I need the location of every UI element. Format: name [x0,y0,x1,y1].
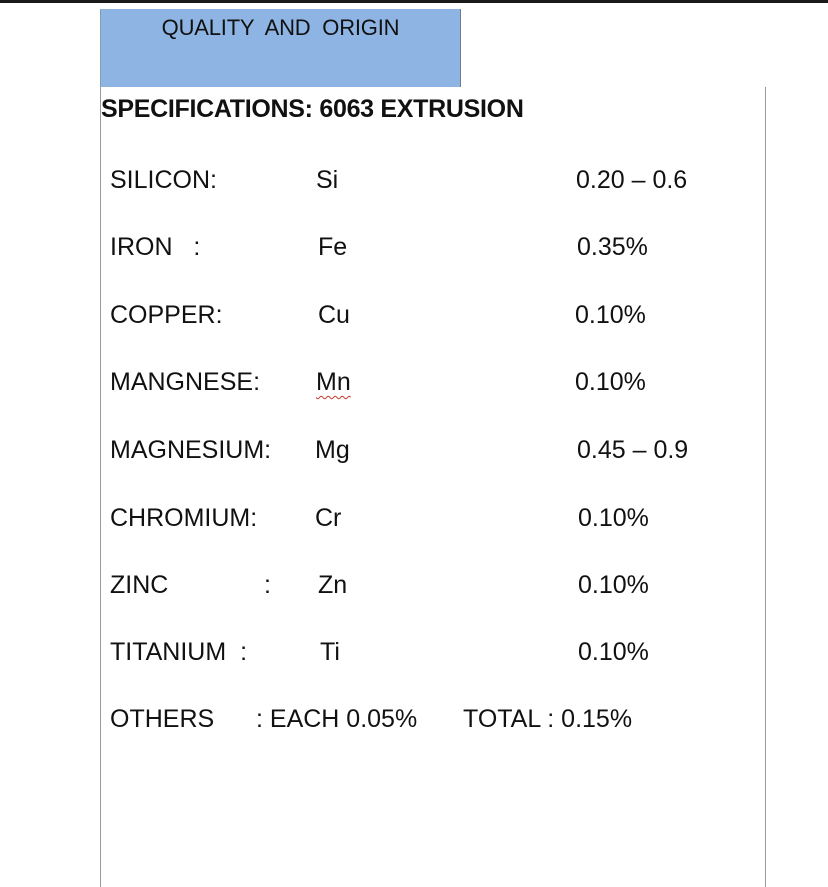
others-total: TOTAL : 0.15% [463,705,633,733]
element-value: 0.35% [577,233,648,261]
element-symbol: Ti [320,638,340,666]
element-name: IRON : [110,233,201,261]
element-value: 0.10% [578,638,649,666]
element-symbol: Cr [315,504,342,532]
element-value: 0.20 – 0.6 [576,166,688,194]
element-symbol: Mg [315,436,350,464]
page-frame [100,87,766,887]
element-colon: : [264,571,271,599]
element-symbol: Mn [316,368,351,396]
spec-row-titanium [0,638,828,674]
element-symbol: Si [316,166,339,194]
spec-row-others [0,705,828,741]
others-each: : EACH 0.05% [256,705,418,733]
specifications-heading: SPECIFICATIONS: 6063 EXTRUSION [101,95,524,123]
spec-row-chromium [0,504,828,540]
spec-row-copper [0,301,828,337]
spec-row-silicon [0,166,828,202]
element-name: COPPER: [110,301,223,329]
element-value: 0.10% [575,301,646,329]
spec-row-zinc [0,571,828,607]
spec-row-iron [0,233,828,269]
element-value: 0.10% [578,504,649,532]
header-title: QUALITY AND ORIGIN [161,15,400,40]
element-name: SILICON: [110,166,217,194]
header-box [100,9,461,87]
top-rule [0,0,828,3]
element-value: 0.10% [578,571,649,599]
spec-row-manganese [0,368,828,404]
spec-row-magnesium [0,436,828,472]
element-name: CHROMIUM: [110,504,258,532]
element-value: 0.45 – 0.9 [577,436,689,464]
element-symbol: Fe [318,233,348,261]
element-symbol: Zn [318,571,348,599]
element-value: 0.10% [575,368,646,396]
element-name: MAGNESIUM: [110,436,272,464]
element-name: MANGNESE: [110,368,261,396]
others-label: OTHERS [110,705,215,733]
element-name: TITANIUM : [110,638,248,666]
element-symbol: Cu [318,301,350,329]
element-name: ZINC [110,571,169,599]
